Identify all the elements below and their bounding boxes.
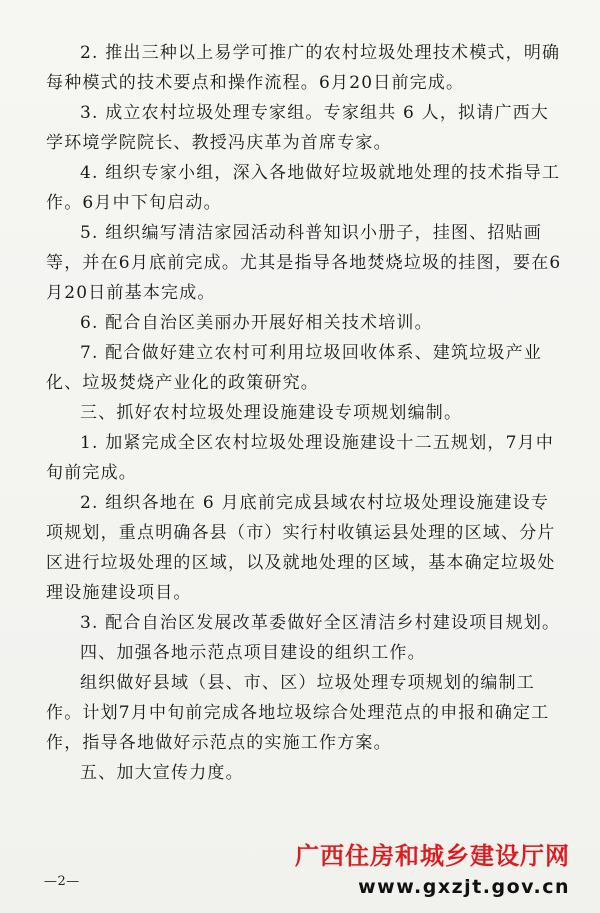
section-3-item-2: 2. 组织各地在 6 月底前完成县域农村垃圾处理设施建设专项规划，重点明确各县（市）实行村收镇运县处理的区域、分片区进行垃圾处理的区域，以及就地处理的区域，基本确定垃圾处理设施建设项目。 [46,493,556,603]
document-body [46,38,566,788]
page-number: —2— [44,874,80,889]
site-watermark [295,842,570,900]
item-5-booklet: 5. 组织编写清洁家园活动科普知识小册子，挂图、招贴画等，并在6月底前完成。尤其是指导各地焚烧垃圾的挂图，要在6月20日前基本完成。 [46,223,562,303]
section-4-heading: 四、加强各地示范点项目建设的组织工作。 [80,643,426,663]
section-3-item-3: 3. 配合自治区发展改革委做好全区清洁乡村建设项目规划。 [80,613,561,633]
item-2-tech-modes: 2. 推出三种以上易学可推广的农村垃圾处理技术模式，明确每种模式的技术要点和操作流程。6月20日前完成。 [46,43,561,93]
section-5-heading: 五、加大宣传力度。 [80,763,244,783]
section-3-heading: 三、抓好农村垃圾处理设施建设专项规划编制。 [80,403,463,423]
watermark-url: www.gxzjt.gov.cn [358,876,570,898]
item-6-training: 6. 配合自治区美丽办开展好相关技术培训。 [80,313,433,333]
section-4-body: 组织做好县域（县、市、区）垃圾处理专项规划的编制工作。计划7月中旬前完成各地垃圾综合处理范点的申报和确定工作，指导各地做好示范点的实施工作方案。 [46,673,550,753]
item-7-policy-research: 7. 配合做好建立农村可利用垃圾回收体系、建筑垃圾产业化、垃圾焚烧产业化的政策研究。 [46,343,543,393]
item-3-expert-group: 3. 成立农村垃圾处理专家组。专家组共 6 人，拟请广西大学环境学院院长、教授冯庆革为首席专家。 [46,103,550,153]
section-3-item-1: 1. 加紧完成全区农村垃圾处理设施建设十二五规划，7月中旬前完成。 [46,433,555,483]
item-4-expert-guidance: 4. 组织专家小组，深入各地做好垃圾就地处理的技术指导工作。6月中下旬启动。 [46,163,561,213]
watermark-title: 广西住房和城乡建设厅网 [295,842,570,870]
